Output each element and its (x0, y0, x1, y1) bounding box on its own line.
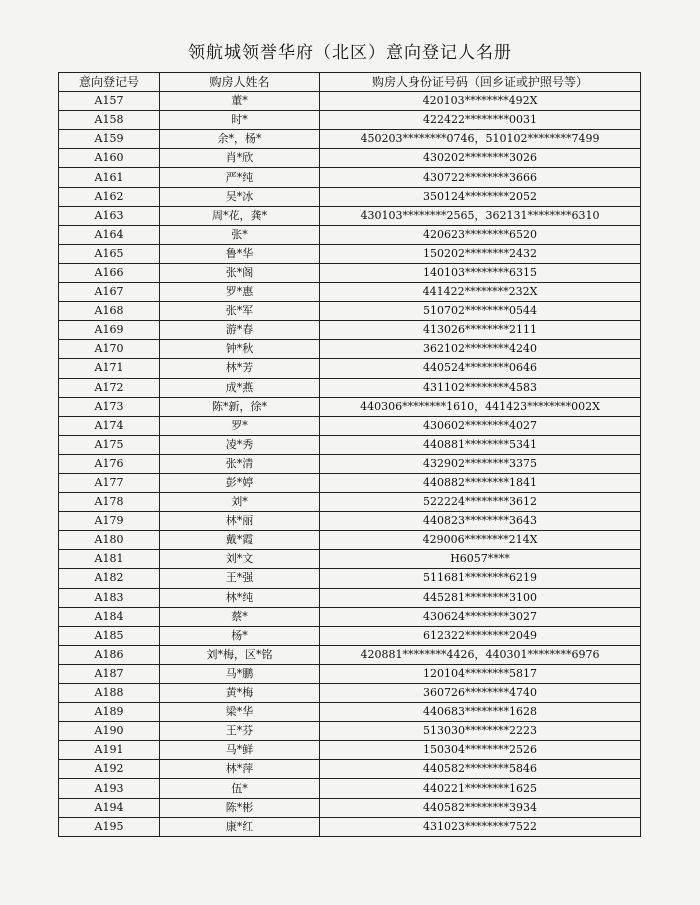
table-row (59, 779, 641, 798)
buyer-name-cell: 林*萍 (160, 760, 320, 779)
buyer-name-cell: 严*纯 (160, 168, 320, 187)
table-row (59, 607, 641, 626)
registration-no-cell: A172 (59, 378, 160, 397)
id-number-cell: 440823********3643 (320, 512, 641, 531)
id-number-cell: 150304********2526 (320, 741, 641, 760)
id-number-cell: 431023********7522 (320, 817, 641, 836)
registration-no-cell: A195 (59, 817, 160, 836)
registration-no-cell: A166 (59, 263, 160, 282)
buyer-name-cell: 梁*华 (160, 703, 320, 722)
buyer-name-cell: 刘*梅，区*铭 (160, 645, 320, 664)
buyer-name-cell: 彭*婷 (160, 473, 320, 492)
table-row (59, 378, 641, 397)
id-number-cell: 413026********2111 (320, 321, 641, 340)
registration-no-cell: A167 (59, 283, 160, 302)
id-number-cell: 360726********4740 (320, 684, 641, 703)
id-number-cell: 140103********6315 (320, 263, 641, 282)
id-number-cell: 450203********0746，510102********7499 (320, 130, 641, 149)
registration-no-cell: A194 (59, 798, 160, 817)
buyer-name-cell: 张*阁 (160, 263, 320, 282)
buyer-name-cell: 鲁*华 (160, 244, 320, 263)
registration-no-cell: A177 (59, 473, 160, 492)
registration-no-cell: A184 (59, 607, 160, 626)
id-number-cell: 422422********0031 (320, 111, 641, 130)
registration-no-cell: A164 (59, 225, 160, 244)
buyer-name-cell: 周*花，龚* (160, 206, 320, 225)
column-header-registration-no: 意向登记号 (59, 73, 160, 92)
table-row (59, 664, 641, 683)
table-header (59, 73, 641, 92)
table-row (59, 531, 641, 550)
table-row (59, 225, 641, 244)
buyer-name-cell: 刘*文 (160, 550, 320, 569)
buyer-name-cell: 张* (160, 225, 320, 244)
table-row (59, 550, 641, 569)
registration-no-cell: A187 (59, 664, 160, 683)
id-number-cell: 431102********4583 (320, 378, 641, 397)
table-row (59, 454, 641, 473)
table-row (59, 512, 641, 531)
buyer-name-cell: 杨* (160, 626, 320, 645)
table-row (59, 493, 641, 512)
id-number-cell: 350124********2052 (320, 187, 641, 206)
id-number-cell: 445281********3100 (320, 588, 641, 607)
table-row (59, 435, 641, 454)
table-row (59, 359, 641, 378)
id-number-cell: 150202********2432 (320, 244, 641, 263)
buyer-name-cell: 蔡* (160, 607, 320, 626)
id-number-cell: 430602********4027 (320, 416, 641, 435)
table-row (59, 244, 641, 263)
buyer-name-cell: 凌*秀 (160, 435, 320, 454)
table-row (59, 817, 641, 836)
registration-no-cell: A188 (59, 684, 160, 703)
id-number-cell: 430624********3027 (320, 607, 641, 626)
registration-no-cell: A168 (59, 302, 160, 321)
table-row (59, 206, 641, 225)
id-number-cell: 440582********3934 (320, 798, 641, 817)
table-row (59, 130, 641, 149)
id-number-cell: 420103********492X (320, 92, 641, 111)
buyer-name-cell: 戴*霞 (160, 531, 320, 550)
buyer-name-cell: 林*丽 (160, 512, 320, 531)
table-row (59, 798, 641, 817)
buyer-name-cell: 林*纯 (160, 588, 320, 607)
buyer-name-cell: 马*鹏 (160, 664, 320, 683)
id-number-cell: 430722********3666 (320, 168, 641, 187)
table-row (59, 283, 641, 302)
column-header-buyer-name: 购房人姓名 (160, 73, 320, 92)
registration-no-cell: A162 (59, 187, 160, 206)
registration-no-cell: A169 (59, 321, 160, 340)
id-number-cell: 440306********1610，441423********002X (320, 397, 641, 416)
registration-no-cell: A185 (59, 626, 160, 645)
buyer-name-cell: 张*清 (160, 454, 320, 473)
id-number-cell: H6057**** (320, 550, 641, 569)
buyer-name-cell: 黄*梅 (160, 684, 320, 703)
id-number-cell: 511681********6219 (320, 569, 641, 588)
table-row (59, 149, 641, 168)
table-row (59, 340, 641, 359)
table-row (59, 473, 641, 492)
table-row (59, 626, 641, 645)
id-number-cell: 420623********6520 (320, 225, 641, 244)
buyer-name-cell: 张*军 (160, 302, 320, 321)
registration-no-cell: A173 (59, 397, 160, 416)
header-row (59, 73, 641, 92)
buyer-name-cell: 游*春 (160, 321, 320, 340)
table-row (59, 416, 641, 435)
registration-no-cell: A178 (59, 493, 160, 512)
table-row (59, 397, 641, 416)
table-row (59, 302, 641, 321)
registration-no-cell: A183 (59, 588, 160, 607)
id-number-cell: 440683********1628 (320, 703, 641, 722)
buyer-name-cell: 刘* (160, 493, 320, 512)
buyer-name-cell: 钟*秋 (160, 340, 320, 359)
id-number-cell: 440524********0646 (320, 359, 641, 378)
id-number-cell: 362102********4240 (320, 340, 641, 359)
registration-no-cell: A176 (59, 454, 160, 473)
buyer-name-cell: 罗* (160, 416, 320, 435)
registration-no-cell: A170 (59, 340, 160, 359)
buyer-name-cell: 王*芬 (160, 722, 320, 741)
registration-no-cell: A163 (59, 206, 160, 225)
registration-no-cell: A158 (59, 111, 160, 130)
registration-no-cell: A174 (59, 416, 160, 435)
table-row (59, 588, 641, 607)
registration-no-cell: A191 (59, 741, 160, 760)
table-row (59, 684, 641, 703)
registration-no-cell: A179 (59, 512, 160, 531)
table-row (59, 741, 641, 760)
registration-no-cell: A181 (59, 550, 160, 569)
table-body (59, 92, 641, 837)
registration-no-cell: A171 (59, 359, 160, 378)
id-number-cell: 440221********1625 (320, 779, 641, 798)
registration-no-cell: A186 (59, 645, 160, 664)
table-row (59, 111, 641, 130)
buyer-name-cell: 吴*冰 (160, 187, 320, 206)
buyer-name-cell: 伍* (160, 779, 320, 798)
id-number-cell: 429006********214X (320, 531, 641, 550)
id-number-cell: 441422********232X (320, 283, 641, 302)
buyer-name-cell: 肖*欣 (160, 149, 320, 168)
table-row (59, 92, 641, 111)
table-row (59, 760, 641, 779)
buyer-name-cell: 康*红 (160, 817, 320, 836)
buyer-name-cell: 王*强 (160, 569, 320, 588)
id-number-cell: 430103********2565，362131********6310 (320, 206, 641, 225)
document-title: 领航城领誉华府（北区）意向登记人名册 (188, 43, 512, 63)
registration-no-cell: A190 (59, 722, 160, 741)
registration-no-cell: A159 (59, 130, 160, 149)
buyer-name-cell: 董* (160, 92, 320, 111)
buyer-name-cell: 成*燕 (160, 378, 320, 397)
table-row (59, 168, 641, 187)
id-number-cell: 513030********2223 (320, 722, 641, 741)
buyer-name-cell: 林*芳 (160, 359, 320, 378)
buyer-name-cell: 陈*彬 (160, 798, 320, 817)
buyer-name-cell: 马*鲜 (160, 741, 320, 760)
table-row (59, 187, 641, 206)
table-row (59, 703, 641, 722)
buyer-name-cell: 陈*新，徐* (160, 397, 320, 416)
registration-no-cell: A182 (59, 569, 160, 588)
table-row (59, 321, 641, 340)
table-row (59, 645, 641, 664)
registration-no-cell: A165 (59, 244, 160, 263)
registration-no-cell: A192 (59, 760, 160, 779)
id-number-cell: 440582********5846 (320, 760, 641, 779)
column-header-id-number: 购房人身份证号码（回乡证或护照号等） (320, 73, 641, 92)
table-row (59, 569, 641, 588)
registration-no-cell: A189 (59, 703, 160, 722)
id-number-cell: 430202********3026 (320, 149, 641, 168)
id-number-cell: 440882********1841 (320, 473, 641, 492)
id-number-cell: 522224********3612 (320, 493, 641, 512)
registration-table (58, 72, 641, 837)
registration-no-cell: A175 (59, 435, 160, 454)
table-row (59, 722, 641, 741)
buyer-name-cell: 罗*惠 (160, 283, 320, 302)
registration-no-cell: A180 (59, 531, 160, 550)
buyer-name-cell: 余*，杨* (160, 130, 320, 149)
registration-no-cell: A161 (59, 168, 160, 187)
registration-no-cell: A157 (59, 92, 160, 111)
id-number-cell: 440881********5341 (320, 435, 641, 454)
id-number-cell: 612322********2049 (320, 626, 641, 645)
id-number-cell: 420881********4426，440301********6976 (320, 645, 641, 664)
registration-no-cell: A160 (59, 149, 160, 168)
id-number-cell: 432902********3375 (320, 454, 641, 473)
id-number-cell: 510702********0544 (320, 302, 641, 321)
table-row (59, 263, 641, 282)
registration-no-cell: A193 (59, 779, 160, 798)
buyer-name-cell: 时* (160, 111, 320, 130)
id-number-cell: 120104********5817 (320, 664, 641, 683)
